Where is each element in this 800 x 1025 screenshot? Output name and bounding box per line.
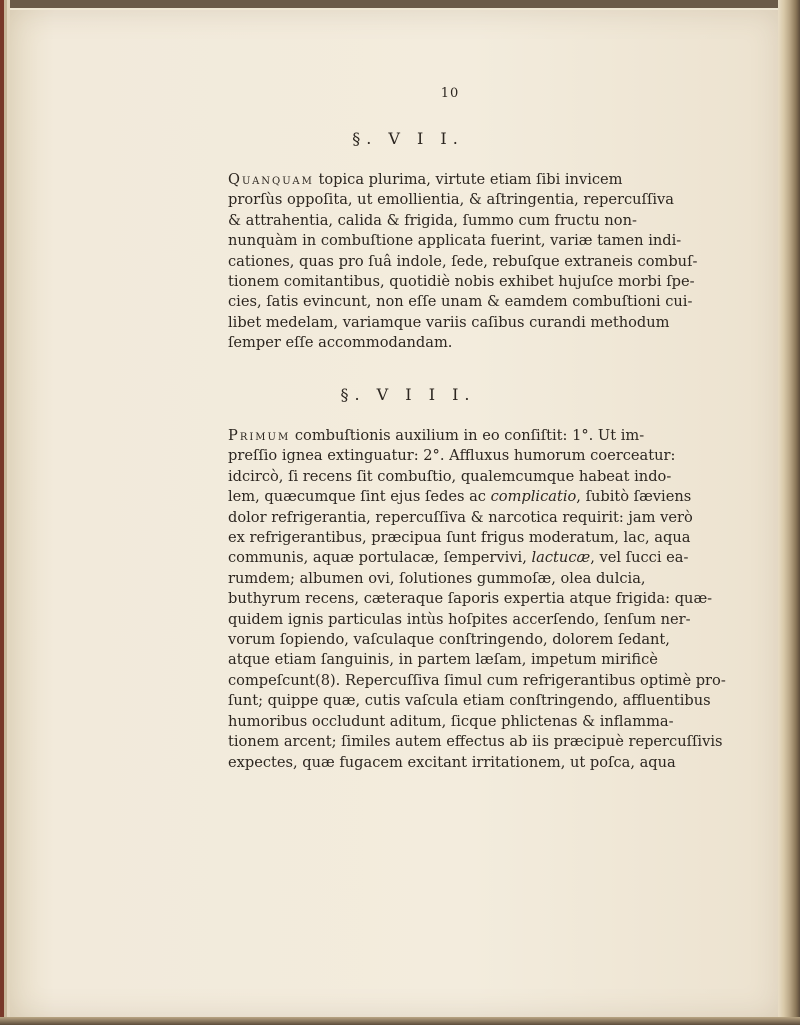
paragraph-line: atque etiam ſanguinis, in partem læſam, impetum mirificè — [228, 651, 658, 669]
paragraph-line: Quanquam topica plurima, virtute etiam ſibi invicem — [228, 171, 623, 188]
paragraph-line: idcircò, ſi recens ſit combuſtio, qualemcumque habeat indo- — [228, 467, 672, 485]
top-edge — [0, 0, 800, 8]
paragraph-line: Primum combuſtionis auxilium in eo conſiſtit: 1°. Ut im- — [228, 427, 645, 444]
page-number: 10 — [440, 86, 460, 101]
section-heading-viii: §. V I I I. — [340, 385, 476, 404]
bottom-edge — [0, 1017, 800, 1025]
paragraph-line: cationes, quas pro ſuâ indole, ſede, rebuſque extraneis combuſ- — [228, 252, 698, 270]
section-heading-vii: §. V I I. — [352, 129, 464, 148]
paragraph-line: rumdem; albumen ovi, ſolutiones gummoſæ, olea dulcia, — [228, 569, 646, 587]
paragraph-vii — [228, 170, 698, 354]
paragraph-line: humoribus occludunt aditum, ſicque phlictenas & inflamma- — [228, 712, 674, 730]
lead-word: Primum — [228, 427, 291, 444]
paragraph-line: tionem arcent; ſimiles autem effectus ab iis præcipuè repercuſſivis — [228, 733, 723, 751]
italic-term: complicatio — [490, 488, 577, 506]
paragraph-line: quidem ignis particulas intùs hoſpites accerſendo, ſenſum ner- — [228, 610, 691, 628]
paragraph-line: buthyrum recens, cæteraque ſaporis expertia atque frigida: quæ- — [228, 590, 713, 608]
paragraph-line: tionem comitantibus, quotidiè nobis exhibet hujuſce morbi ſpe- — [228, 273, 695, 291]
paragraph-viii — [228, 426, 726, 773]
paragraph-line: communis, aquæ portulacæ, ſempervivi, lactucæ, vel ſucci ea- — [228, 549, 689, 567]
paragraph-line: libet medelam, variamque variis caſibus curandi methodum — [228, 313, 670, 331]
paragraph-line: nunquàm in combuſtione applicata fuerint, variæ tamen indi- — [228, 232, 682, 250]
paragraph-line: ſunt; quippe quæ, cutis vaſcula etiam conſtringendo, affluentibus — [228, 692, 711, 710]
paragraph-line: compeſcunt(8). Repercuſſiva ſimul cum refrigerantibus optimè pro- — [228, 671, 726, 689]
paragraph-line: prorſùs oppoſita, ut emollientia, & aſtringentia, repercuſſiva — [228, 191, 674, 209]
right-edge — [778, 0, 800, 1025]
paragraph-line: vorum ſopiendo, vaſculaque conſtringendo, dolorem ſedant, — [228, 631, 670, 649]
left-edge — [0, 0, 10, 1025]
paragraph-line: lem, quæcumque ſint ejus ſedes ac complicatio, ſubitò ſæviens — [228, 488, 692, 506]
paragraph-line: cies, ſatis evincunt, non eſſe unam & eamdem combuſtioni cui- — [228, 293, 693, 311]
paragraph-line: expectes, quæ fugacem excitant irritationem, ut poſca, aqua — [228, 753, 676, 771]
paragraph-line: ſemper eſſe accommodandam. — [228, 334, 453, 352]
paragraph-line: preſſio ignea extinguatur: 2°. Affluxus humorum coerceatur: — [228, 447, 676, 465]
paragraph-line: dolor refrigerantia, repercuſſiva & narcotica requirit: jam verò — [228, 508, 693, 526]
italic-term: lactucæ — [531, 549, 591, 567]
lead-word: Quanquam — [228, 171, 314, 188]
paragraph-line: ex refrigerantibus, præcipua ſunt frigus moderatum, lac, aqua — [228, 529, 691, 547]
paragraph-line: & attrahentia, calida & frigida, ſummo cum fructu non- — [228, 211, 637, 229]
